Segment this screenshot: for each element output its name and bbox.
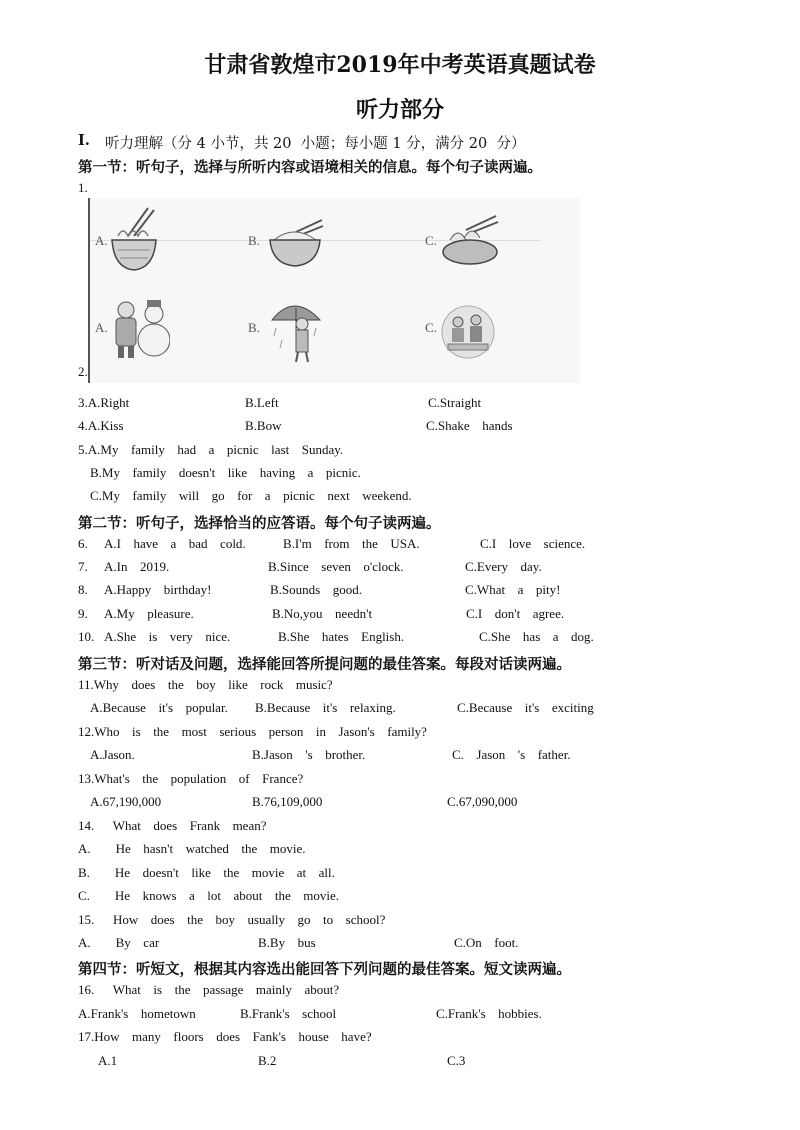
- q17-option-b: B.2: [258, 1053, 277, 1068]
- q17-question: 17.How many floors does Fank's house have?: [78, 1029, 372, 1044]
- q13-question: 13.What's the population of France?: [78, 771, 304, 786]
- pic2-option-a: A.: [95, 320, 108, 335]
- q7-option-c: C.Every day.: [465, 559, 542, 574]
- part-description: 听力理解（分 4 小节，共 20 小题；每小题 1 分，满分 20 分）: [105, 136, 526, 152]
- umbrella-rain-icon: [268, 294, 328, 364]
- pic-option-a: A.: [95, 233, 108, 248]
- q16-question: 16. What is the passage mainly about?: [78, 982, 340, 997]
- q11-option-c: C.Because it's exciting: [457, 700, 594, 715]
- q11-question: 11.Why does the boy like rock music?: [78, 677, 333, 692]
- q11-option-b: B.Because it's relaxing.: [255, 700, 396, 715]
- q11-option-a: A.Because it's popular.: [90, 700, 228, 715]
- pic2-option-c: C.: [425, 320, 437, 335]
- q10-option-c: C.She has a dog.: [479, 629, 594, 644]
- q12-option-b: B.Jason 's brother.: [252, 747, 366, 762]
- q14-option-b: B. He doesn't like the movie at all.: [78, 865, 335, 880]
- q7-option-b: B.Since seven o'clock.: [268, 559, 404, 574]
- q9-option-a: A.My pleasure.: [104, 606, 194, 621]
- q5-option-c: C.My family will go for a picnic next weekend.: [90, 488, 412, 503]
- dumplings-icon: [440, 212, 500, 270]
- page-title: 甘肃省敦煌市2019年中考英语真题试卷: [204, 52, 596, 78]
- q15-question: 15. How does the boy usually go to school?: [78, 912, 386, 927]
- q16-option-b: B.Frank's school: [240, 1006, 337, 1021]
- picture-questions-image: [88, 198, 580, 383]
- q6-option-b: B.I'm from the USA.: [283, 536, 420, 551]
- q14-option-c: C. He knows a lot about the movie.: [78, 888, 340, 903]
- q13-option-b: B.76,109,000: [252, 794, 323, 809]
- q6-option-c: C.I love science.: [480, 536, 586, 551]
- q10-option-b: B.She hates English.: [278, 629, 405, 644]
- q4-number: 4.: [78, 418, 88, 433]
- picnic-scene-icon: [440, 298, 496, 360]
- question-1-number: 1.: [78, 180, 88, 195]
- q4-option-a: A.Kiss: [87, 418, 124, 433]
- q8-option-c: C.What a pity!: [465, 582, 561, 597]
- q12-option-a: A.Jason.: [90, 747, 135, 762]
- q14-option-a: A. He hasn't watched the movie.: [78, 841, 306, 856]
- q9-option-c: C.I don't agree.: [466, 606, 565, 621]
- q9-number: 9.: [78, 606, 88, 621]
- rice-bowl-icon: [268, 218, 324, 270]
- q5-option-a: 5.A.My family had a picnic last Sunday.: [78, 442, 344, 457]
- q8-option-b: B.Sounds good.: [270, 582, 362, 597]
- q16-option-c: C.Frank's hobbies.: [436, 1006, 542, 1021]
- question-2-number: 2.: [78, 364, 88, 379]
- q8-option-a: A.Happy birthday!: [104, 582, 212, 597]
- q4-option-b: B.Bow: [245, 418, 282, 433]
- page-subtitle: 听力部分: [355, 97, 444, 123]
- q9-option-b: B.No,you needn't: [272, 606, 373, 621]
- section1-heading: 第一节：听句子，选择与所听内容或语境相关的信息。每个句子读两遍。: [78, 159, 542, 176]
- q3-option-b: B.Left: [245, 395, 279, 410]
- q6-option-a: A.I have a bad cold.: [104, 536, 246, 551]
- q13-option-c: C.67,090,000: [447, 794, 518, 809]
- snowman-icon: [112, 294, 170, 362]
- q3-option-a: A.Right: [87, 395, 130, 410]
- q14-question: 14. What does Frank mean?: [78, 818, 267, 833]
- q6-number: 6.: [78, 536, 88, 551]
- q15-option-a: A. By car: [78, 935, 160, 950]
- section2-heading: 第二节：听句子，选择恰当的应答语。每个句子读两遍。: [78, 515, 441, 532]
- q17-option-c: C.3: [447, 1053, 466, 1068]
- q10-number: 10.: [78, 629, 95, 644]
- section4-heading: 第四节：听短文，根据其内容选出能回答下列问题的最佳答案。短文读两遍。: [78, 961, 571, 978]
- q3-option-c: C.Straight: [428, 395, 482, 410]
- q10-option-a: A.She is very nice.: [104, 629, 231, 644]
- q7-option-a: A.In 2019.: [104, 559, 170, 574]
- q4-option-c: C.Shake hands: [426, 418, 513, 433]
- pic-option-b: B.: [248, 233, 260, 248]
- noodles-bowl-icon: [108, 206, 160, 276]
- part-label: I.: [78, 132, 90, 149]
- q5-option-b: B.My family doesn't like having a picnic.: [90, 465, 361, 480]
- q3-number: 3.: [78, 395, 88, 410]
- q16-option-a: A.Frank's hometown: [78, 1006, 196, 1021]
- q15-option-c: C.On foot.: [454, 935, 519, 950]
- q7-number: 7.: [78, 559, 88, 574]
- q17-option-a: A.1: [98, 1053, 118, 1068]
- q15-option-b: B.By bus: [258, 935, 316, 950]
- q8-number: 8.: [78, 582, 88, 597]
- section3-heading: 第三节：听对话及问题，选择能回答所提问题的最佳答案。每段对话读两遍。: [78, 656, 571, 673]
- q12-option-c: C. Jason 's father.: [452, 747, 571, 762]
- q13-option-a: A.67,190,000: [90, 794, 162, 809]
- q12-question: 12.Who is the most serious person in Jason's family?: [78, 724, 427, 739]
- pic-option-c: C.: [425, 233, 437, 248]
- pic2-option-b: B.: [248, 320, 260, 335]
